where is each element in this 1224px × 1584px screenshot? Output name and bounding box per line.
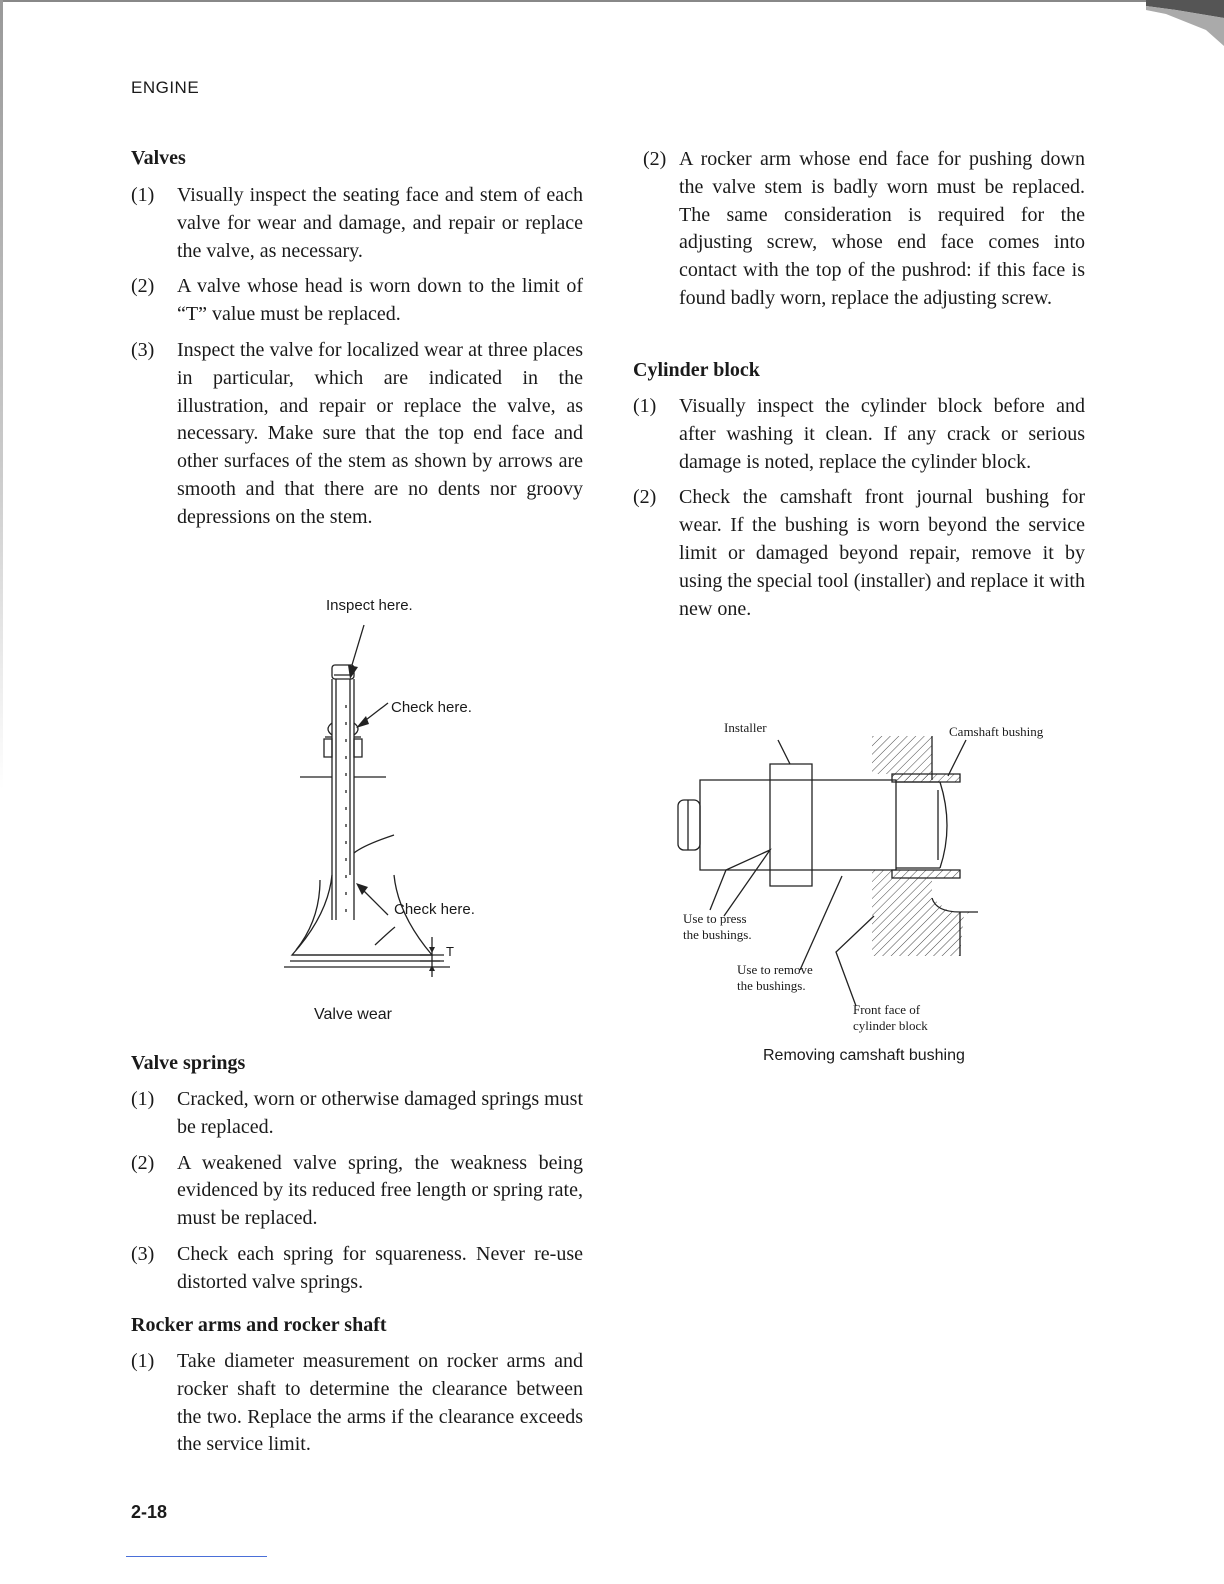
heading-valve-springs: Valve springs	[131, 1052, 246, 1074]
label-installer: Installer	[724, 720, 767, 735]
page-header: ENGINE	[131, 78, 200, 97]
list-item: (1) Take diameter measurement on rocker arms and rocker shaft to determine the clearance between the two. Replace the arms if the clearance exceeds the service limit.	[131, 1350, 583, 1456]
list-item: (2) A rocker arm whose end face for pushing down the valve stem is badly worn must be replaced. The same consideration is required for the adjusting screw, whose end face comes into contact with the top of the pushrod: if this face is found badly worn, replace the adjusting screw.	[643, 148, 1085, 309]
label-use-to-remove-1: Use to remove	[737, 962, 813, 977]
list-item: (3) Inspect the valve for localized wear at three places in particular, which are indicated in the illustration, and repair or replace the valve, as necessary. Make sure that the top end face and other surfaces of the stem as shown by arrows are smooth and that there are no dents nor groovy depressions on the stem.	[131, 338, 583, 528]
label-use-to-press-2: the bushings.	[683, 927, 752, 942]
heading-rocker-arms: Rocker arms and rocker shaft	[131, 1314, 387, 1336]
cylinder-block-list	[633, 393, 1085, 623]
list-item: (1) Visually inspect the cylinder block before and after washing it clean. If any crack or serious damage is noted, replace the cylinder block.	[633, 395, 1085, 473]
label-front-face-2: cylinder block	[853, 1018, 928, 1033]
valve-springs-list	[131, 1086, 583, 1297]
label-front-face-1: Front face of	[853, 1002, 921, 1017]
list-item: (2) Check the camshaft front journal bushing for wear. If the bushing is worn beyond the service limit or damaged beyond repair, remove it by using the special tool (installer) and replace it with new one.	[633, 486, 1085, 620]
label-t-dimension: T	[446, 944, 454, 959]
heading-cylinder-block: Cylinder block	[633, 359, 760, 381]
list-item: (2) A valve whose head is worn down to the limit of “T” value must be replaced.	[131, 275, 583, 326]
valve-wear-illustration	[270, 615, 500, 985]
page-number: 2-18	[131, 1502, 168, 1522]
rocker-list	[131, 1348, 583, 1459]
camshaft-bushing-illustration	[660, 720, 990, 1020]
scan-corner-shadow	[1146, 0, 1224, 46]
scan-top-edge	[0, 0, 1150, 2]
scan-left-edge	[0, 0, 3, 790]
label-use-to-remove-2: the bushings.	[737, 978, 806, 993]
label-inspect-here: Inspect here.	[326, 597, 413, 614]
caption-valve-wear: Valve wear	[314, 1006, 392, 1023]
inspect-arrow	[352, 625, 364, 665]
list-item: (3) Check each spring for squareness. Never re-use distorted valve springs.	[131, 1242, 583, 1293]
valves-list	[131, 182, 583, 532]
list-item: (1) Visually inspect the seating face and stem of each valve for wear and damage, and repair or replace the valve, as necessary.	[131, 184, 583, 262]
heading-valves: Valves	[131, 147, 186, 169]
rocker-continued-list	[633, 146, 1085, 313]
label-camshaft-bushing: Camshaft bushing	[949, 724, 1044, 739]
list-item: (1) Cracked, worn or otherwise damaged springs must be replaced.	[131, 1088, 584, 1138]
caption-removing-camshaft-bushing: Removing camshaft bushing	[763, 1047, 965, 1064]
label-check-here-lower: Check here.	[394, 901, 475, 918]
list-item: (2) A weakened valve spring, the weakness being evidenced by its reduced free length or spring rate, must be replaced.	[131, 1151, 583, 1230]
footer-rule	[126, 1556, 267, 1557]
label-use-to-press-1: Use to press	[683, 911, 747, 926]
label-check-here-upper: Check here.	[391, 699, 472, 716]
